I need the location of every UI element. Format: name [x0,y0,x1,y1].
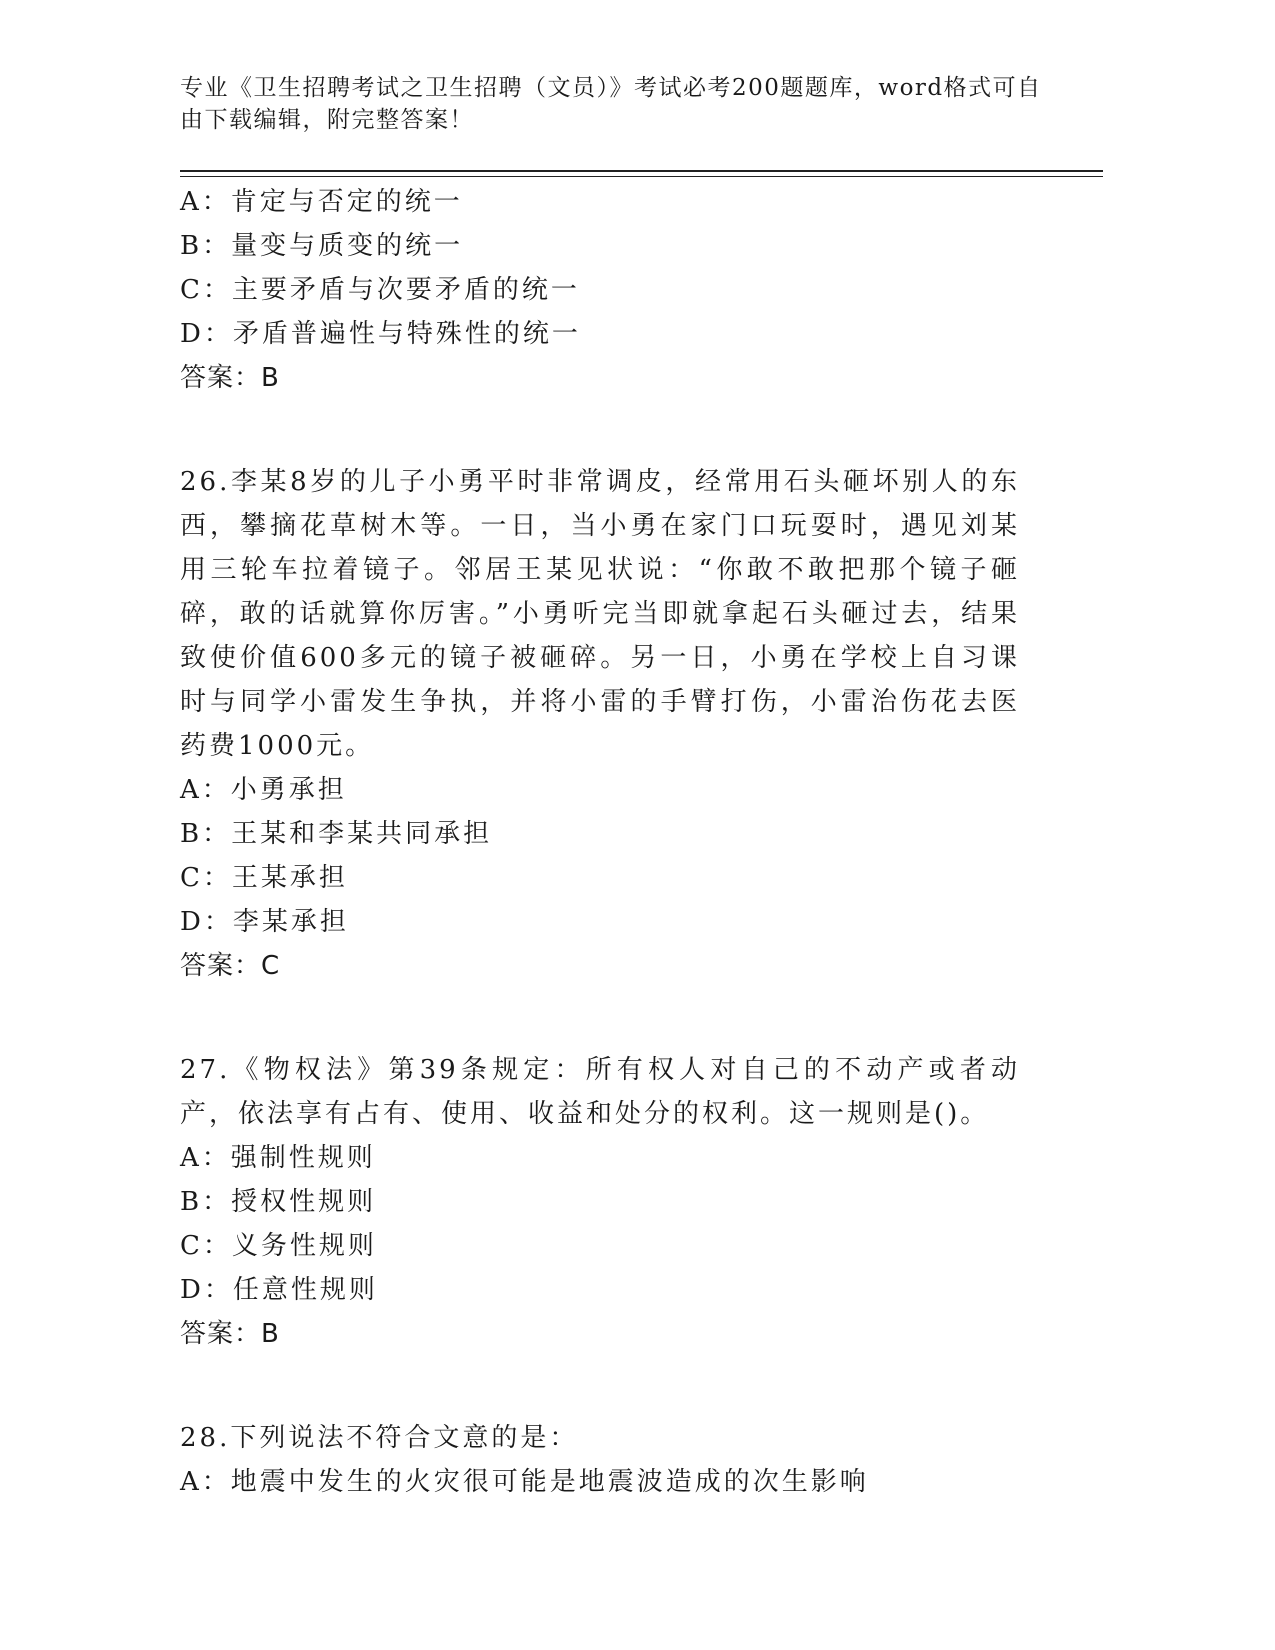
option-d: D：李某承担 [180,907,349,937]
option-a: A：地震中发生的火灾很可能是地震波造成的次生影响 [180,1467,869,1497]
question-28 [180,1416,1020,1504]
question-stem: 28.下列说法不符合文意的是： [180,1423,579,1453]
question-stem: 26.李某8岁的儿子小勇平时非常调皮，经常用石头砸坏别人的东西，攀摘花草树木等。一日，当小勇在家门口玩耍时，遇见刘某用三轮车拉着镜子。邻居王某见状说：“你敢不敢把那个镜子砸碎，敢的话就算你厉害。”小勇听完当即就拿起石头砸过去，结果致使价值600多元的镜子被砸碎。另一日，小勇在学校上自习课时与同学小雷发生争执，并将小雷的手臂打伤，小雷治伤花去医药费1000元。 [180,467,1020,761]
option-b: B：王某和李某共同承担 [180,819,493,849]
option-c: C：义务性规则 [180,1231,377,1261]
option-b: B：量变与质变的统一 [180,231,464,261]
answer: 答案：C [180,951,281,981]
option-c: C：王某承担 [180,863,348,893]
answer: 答案：B [180,363,280,393]
question-26 [180,460,1020,988]
header-divider-thin [180,176,1103,177]
question-stem: 27.《物权法》第39条规定：所有权人对自己的不动产或者动产，依法享有占有、使用、收益和处分的权利。这一规则是()。 [180,1055,1020,1129]
question-list [180,180,1020,1504]
answer: 答案：B [180,1319,280,1349]
option-d: D：任意性规则 [180,1275,378,1305]
option-a: A：小勇承担 [180,775,347,805]
document-intro: 专业《卫生招聘考试之卫生招聘（文员）》考试必考200题题库，word格式可自由下载编辑，附完整答案！ [180,75,1042,133]
option-a: A：强制性规则 [180,1143,376,1173]
option-d: D：矛盾普遍性与特殊性的统一 [180,319,581,349]
option-c: C：主要矛盾与次要矛盾的统一 [180,275,580,305]
question-27 [180,1048,1020,1356]
question-25 [180,180,1020,400]
option-a: A：肯定与否定的统一 [180,187,463,217]
option-b: B：授权性规则 [180,1187,377,1217]
header-divider-thick [180,170,1103,172]
